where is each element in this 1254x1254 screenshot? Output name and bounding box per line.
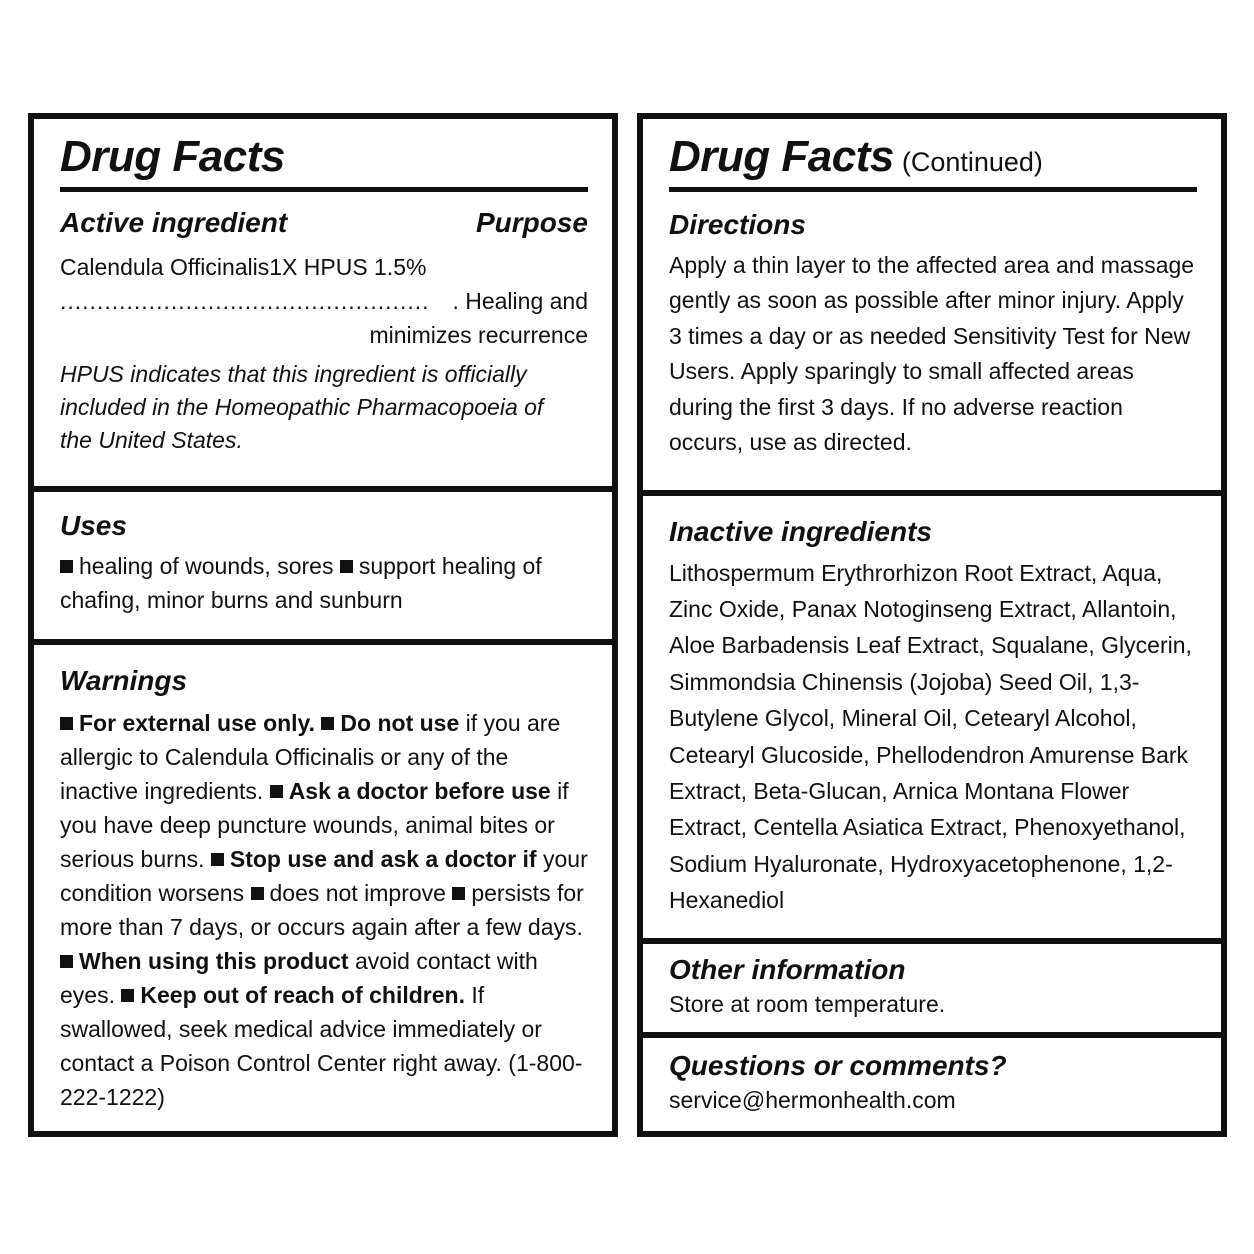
section-divider (34, 486, 612, 492)
section-divider (643, 1032, 1221, 1038)
bullet-square-icon (60, 717, 73, 730)
hpus-note: HPUS indicates that this ingredient is officially included in the Homeopathic Pharmacopoeia of the United States. (60, 360, 544, 453)
warnings-heading: Warnings (60, 665, 188, 696)
drug-facts-panel-left (28, 113, 618, 1137)
uses-item: healing of wounds, sores (79, 552, 334, 579)
bullet-square-icon (121, 989, 134, 1002)
questions-contact: service@hermonhealth.com (669, 1086, 956, 1113)
warning-label: Ask a doctor before use (288, 777, 551, 804)
dot-leader: .................................................. (60, 287, 430, 314)
inactive-ingredients-text: Lithospermum Erythrorhizon Root Extract, Aqua, Zinc Oxide, Panax Notoginseng Extract, Allantoin, Aloe Barbadensis Leaf Extract, Squalane, Glycerin, Simmondsia Chinensis (Jojoba) Seed Oil, 1,3-Butylene Glycol, Mineral Oil, Cetearyl Alcohol, Cetearyl Glucoside, Phellodendron Amurense Bark Extract, Beta-Glucan, Arnica Montana Flower Extract, Centella Asiatica Extract, Phenoxyethanol, Sodium Hyaluronate, Hydroxyacetophenone, 1,2-Hexanediol (669, 559, 1192, 914)
panel-title: Drug Facts (60, 132, 285, 181)
warning-label: When using this product (79, 947, 349, 974)
purpose-line-1: . Healing and (452, 287, 588, 314)
inactive-ingredients-section (643, 515, 1221, 919)
warnings-section (34, 664, 612, 1114)
bullet-square-icon (60, 955, 73, 968)
bullet-square-icon (60, 560, 73, 573)
bullet-square-icon (211, 853, 224, 866)
section-divider (643, 490, 1221, 496)
section-divider (643, 938, 1221, 944)
panel-title-text: Drug Facts (669, 132, 894, 181)
active-header-row (60, 206, 588, 240)
warning-label: For external use only. (79, 709, 316, 736)
questions-heading: Questions or comments? (669, 1050, 1007, 1081)
bullet-square-icon (270, 785, 283, 798)
directions-text: Apply a thin layer to the affected area and massage gently as soon as possible after minor injury. Apply 3 times a day or as needed Sensitivity Test for New Users. Apply sparingly to small affected areas during the first 3 days. If no adverse reaction occurs, use as directed. (669, 251, 1195, 456)
warning-text: persists for more than 7 days, or occurs again after a few days. (60, 879, 584, 940)
purpose-heading: Purpose (475, 207, 588, 238)
title-rule (60, 187, 588, 192)
bullet-square-icon (251, 887, 264, 900)
section-divider (34, 639, 612, 645)
uses-section (34, 509, 612, 617)
directions-heading: Directions (669, 209, 806, 240)
warning-text: does not improve (269, 879, 446, 906)
warning-label: Keep out of reach of children. (140, 981, 465, 1008)
bullet-square-icon (321, 717, 334, 730)
other-information-heading: Other information (669, 954, 906, 985)
uses-item: support healing of chafing, minor burns and sunburn (60, 552, 542, 613)
drug-facts-panel-right (637, 113, 1227, 1137)
warning-text: if you have deep puncture wounds, animal bites or serious burns. (60, 777, 569, 872)
active-ingredient-section (34, 132, 612, 457)
uses-heading: Uses (60, 510, 127, 541)
purpose-line-2: minimizes recurrence (369, 321, 588, 348)
warning-text: if you are allergic to Calendula Officinalis or any of the inactive ingredients. (60, 709, 561, 804)
warning-text: avoid contact with eyes. (60, 947, 538, 1008)
active-ingredient-heading: Active ingredient (60, 207, 288, 238)
purpose-row (60, 284, 588, 318)
uses-text (60, 549, 570, 617)
title-rule (669, 187, 1197, 192)
warning-text: If swallowed, seek medical advice immediately or contact a Poison Control Center right away. (1-800-222-1222) (60, 981, 583, 1110)
questions-section (643, 1049, 1221, 1117)
other-information-section (643, 953, 1221, 1021)
warning-label: Stop use and ask a doctor if (229, 845, 537, 872)
directions-section (643, 132, 1221, 461)
warning-text: your condition worsens (60, 845, 588, 906)
bullet-square-icon (340, 560, 353, 573)
warning-label: Do not use (340, 709, 460, 736)
continued-label: (Continued) (901, 147, 1043, 177)
inactive-ingredients-heading: Inactive ingredients (669, 516, 932, 547)
active-ingredient-name: Calendula Officinalis1X HPUS 1.5% (60, 253, 427, 280)
other-information-text: Store at room temperature. (669, 990, 946, 1017)
bullet-square-icon (452, 887, 465, 900)
panel-title (669, 132, 1197, 181)
warnings-text (60, 706, 590, 1114)
